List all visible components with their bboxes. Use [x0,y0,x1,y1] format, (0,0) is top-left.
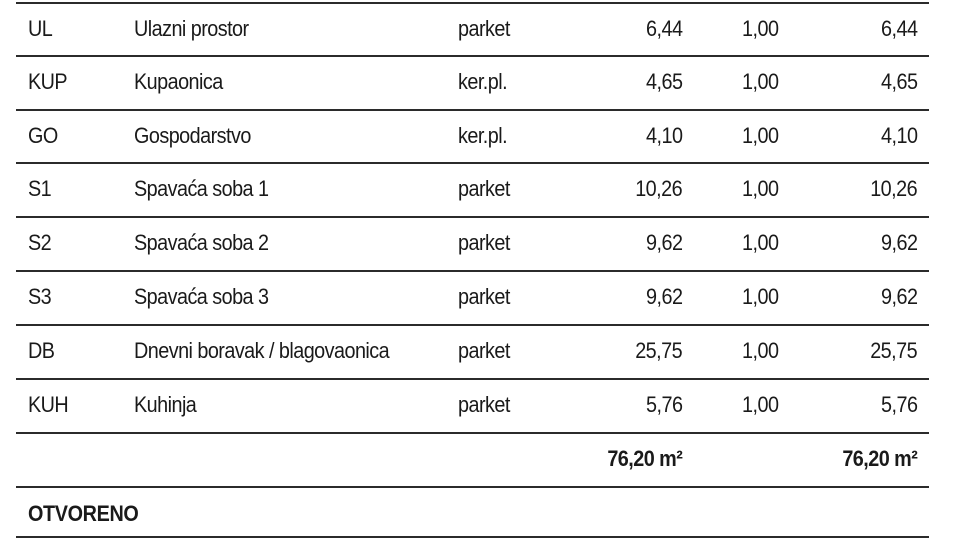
table-row [16,326,929,376]
room-name: Dnevni boravak / blagovaonica [134,338,390,363]
weighted-area: 9,62 [880,230,917,255]
room-code: S2 [28,230,52,255]
area-total: 76,20 m² [607,446,682,471]
room-code: GO [28,123,58,148]
room-name: Spavaća soba 1 [134,176,269,201]
table-row [16,111,929,161]
floor-finish: parket [458,392,510,417]
room-code: DB [28,338,55,363]
weighted-area: 10,26 [870,176,917,201]
room-area: 5,76 [645,392,682,417]
floor-finish: ker.pl. [458,69,508,94]
room-code: S3 [28,284,52,309]
weighted-area: 4,65 [880,69,917,94]
floor-finish: parket [458,230,510,255]
table-row [16,218,929,268]
table-row [16,272,929,322]
weighted-area: 6,44 [880,16,917,41]
room-code: KUP [28,69,68,94]
section-heading: OTVORENO [28,501,139,526]
area-coefficient: 1,00 [741,338,778,363]
table-rule [16,536,929,538]
table-row [16,164,929,214]
totals-row [16,434,929,484]
room-code: S1 [28,176,52,201]
floor-finish: parket [458,16,510,41]
room-area: 4,10 [645,123,682,148]
floor-finish: parket [458,338,510,363]
room-area-table [16,0,929,540]
weighted-area: 4,10 [880,123,917,148]
room-name: Ulazni prostor [134,16,249,41]
room-code: KUH [28,392,69,417]
table-row [16,4,929,54]
weighted-area: 5,76 [880,392,917,417]
room-code: UL [28,16,53,41]
room-area: 9,62 [645,284,682,309]
floor-finish: parket [458,284,510,309]
room-name: Spavaća soba 3 [134,284,269,309]
area-coefficient: 1,00 [741,16,778,41]
area-coefficient: 1,00 [741,230,778,255]
table-row [16,380,929,430]
room-name: Kuhinja [134,392,197,417]
weighted-area: 9,62 [880,284,917,309]
room-name: Spavaća soba 2 [134,230,269,255]
weighted-area-total: 76,20 m² [842,446,917,471]
room-name: Kupaonica [134,69,223,94]
area-coefficient: 1,00 [741,284,778,309]
area-coefficient: 1,00 [741,176,778,201]
room-area: 10,26 [635,176,682,201]
area-coefficient: 1,00 [741,69,778,94]
room-area: 6,44 [645,16,682,41]
room-area: 4,65 [645,69,682,94]
table-row [16,57,929,107]
table-rule [16,486,929,488]
area-coefficient: 1,00 [741,392,778,417]
room-area: 25,75 [635,338,682,363]
floor-finish: ker.pl. [458,123,508,148]
area-coefficient: 1,00 [741,123,778,148]
room-name: Gospodarstvo [134,123,251,148]
floor-finish: parket [458,176,510,201]
weighted-area: 25,75 [870,338,917,363]
room-area: 9,62 [645,230,682,255]
